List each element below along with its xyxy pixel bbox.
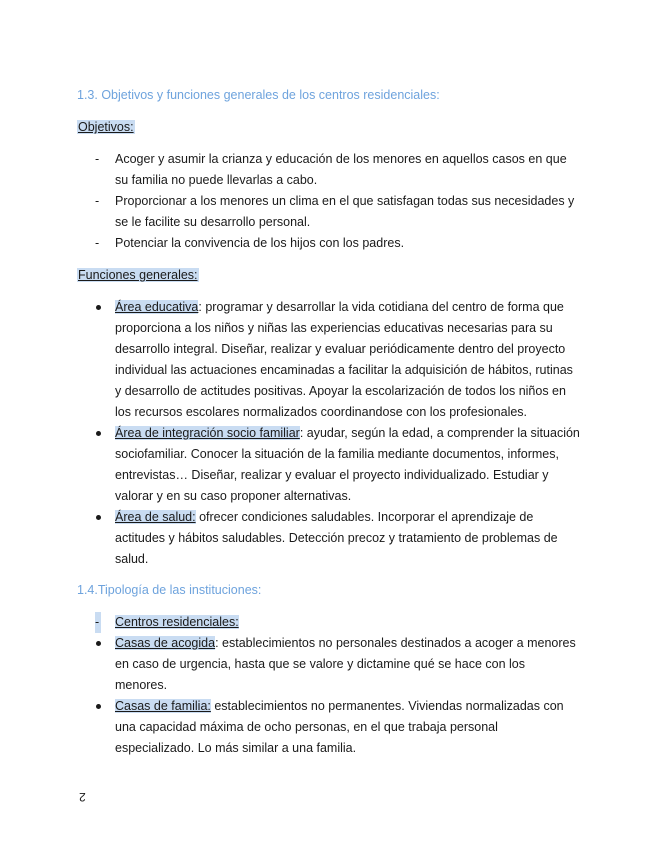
area-integracion-term: Área de integración socio familiar <box>115 426 300 440</box>
page-number: 2 <box>79 790 86 804</box>
bullet-dot <box>96 704 101 709</box>
list-item: Casas de familia: establecimientos no permanentes. Viviendas normalizadas con una capacidad máxima de ocho personas, en el que trabaja personal especializado. Lo más similar a una familia. <box>0 696 580 759</box>
tipologia-list <box>0 612 580 759</box>
list-item: Área educativa: programar y desarrollar la vida cotidiana del centro de forma que proporciona a los niños y niñas las experiencias educativas necesarias para su desarrollo integral. Diseñar, realizar y evaluar periódicamente dentro del proyecto individual las actuaciones encaminadas a facilitar la adquisición de hábitos, rutinas y desarrollo de actitudes positivas. Apoyar la escolarización de todos los niños en los recursos escolares normalizados coordinandose con los profesionales. <box>0 297 580 423</box>
centros-residenciales-label: Centros residenciales: <box>115 615 239 629</box>
dash-bullet: - <box>95 152 100 166</box>
list-item: Casas de acogida: establecimientos no personales destinados a acoger a menores en caso de urgencia, hasta que se valore y dictamine qué se hace con los menores. <box>0 633 580 696</box>
funciones-label: Funciones generales: <box>78 268 198 282</box>
list-item <box>0 612 580 633</box>
list-item: - Proporcionar a los menores un clima en el que satisfagan todas sus necesidades y se le facilite su desarrollo personal. <box>0 191 580 233</box>
bullet-dot <box>96 641 101 646</box>
bullet-dot <box>96 305 101 310</box>
section-heading-1-3: 1.3. Objetivos y funciones generales de los centros residenciales: <box>77 88 440 102</box>
objetivos-list <box>0 149 580 254</box>
bullet-dot <box>96 431 101 436</box>
area-salud-term: Área de salud: <box>115 510 196 524</box>
section-heading-1-4: 1.4.Tipología de las instituciones: <box>77 583 262 597</box>
list-item: - Potenciar la convivencia de los hijos con los padres. <box>0 233 580 254</box>
dash-bullet: - <box>95 236 100 250</box>
dash-bullet: - <box>95 612 101 633</box>
dash-bullet: - <box>95 194 100 208</box>
bullet-dot <box>96 515 101 520</box>
list-item: Área de integración socio familiar: ayudar, según la edad, a comprender la situación sociofamiliar. Conocer la situación de la familia mediante documentos, informes, entrevistas… Diseñar, realizar y evaluar el proyecto individualizado. Estudiar y valorar y en su caso proponer alternativas. <box>0 423 580 507</box>
funciones-list <box>0 297 580 570</box>
list-item: Área de salud: ofrecer condiciones saludables. Incorporar el aprendizaje de actitudes y hábitos saludables. Detección precoz y tratamiento de problemas de salud. <box>0 507 580 570</box>
list-item: - Acoger y asumir la crianza y educación de los menores en aquellos casos en que su familia no puede llevarlas a cabo. <box>0 149 580 191</box>
area-educativa-term: Área educativa <box>115 300 199 314</box>
casas-acogida-term: Casas de acogida <box>115 636 216 650</box>
casas-familia-term: Casas de familia: <box>115 699 211 713</box>
objetivos-label: Objetivos: <box>78 120 134 134</box>
